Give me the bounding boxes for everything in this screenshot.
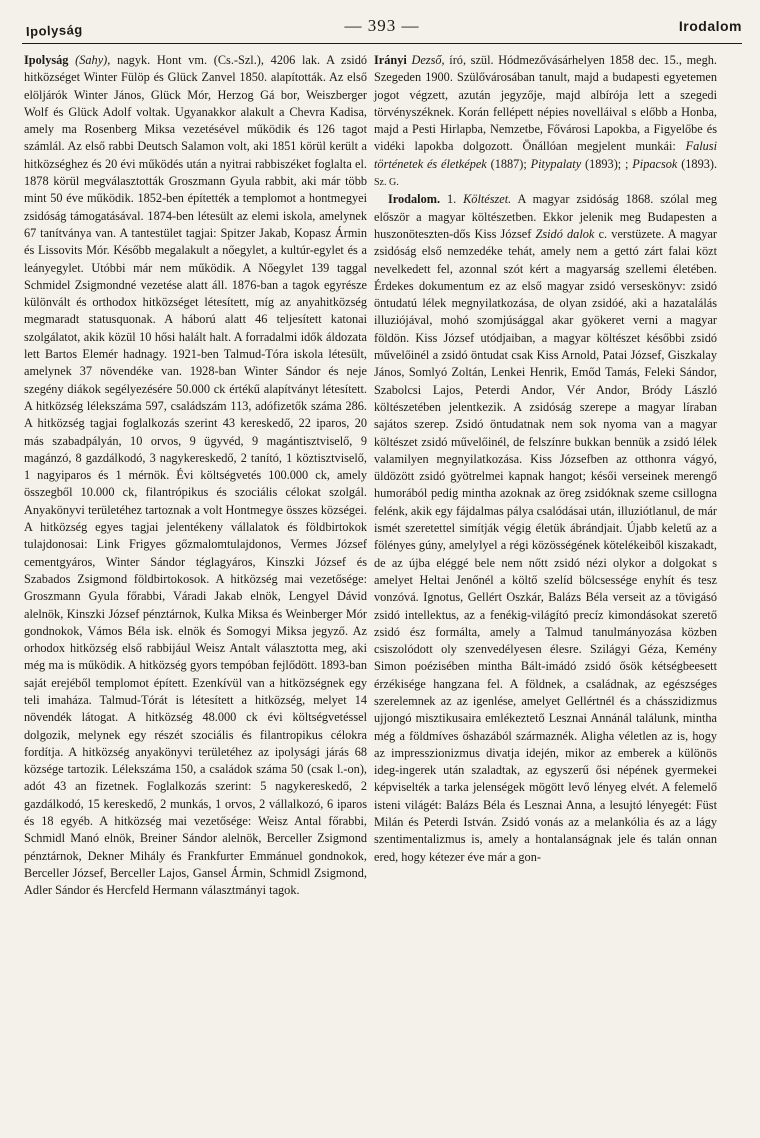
work-title: Pitypalaty: [530, 156, 582, 171]
running-head-right: Irodalom: [678, 18, 742, 34]
entry-headword: Irodalom.: [388, 192, 441, 207]
entry-text: író, szül. Hódmezővásárhelyen 1858 dec. 15., megh. Szegeden 1900. Szülővárosában tanult, majd a budapesti egyetemen jogot végzett, azután jegyzője, majd albírója lett a szegedi törvényszéknek. Korán fellépett népies novelláival s előbb a Honba, majd a Pesti Hirlapba, Nemzetbe, Fővárosi Lapokba, a Figyelőbe és vidéki lapokba dolgozott. Önállóan megjelent munkái:: [374, 53, 717, 154]
entry-headword: Ipolyság: [24, 53, 69, 67]
conjunction: ;: [625, 156, 629, 171]
entry-headword: Irányi: [374, 53, 407, 67]
author-signature: Sz. G.: [374, 177, 399, 189]
right-column: [374, 52, 717, 866]
header-rule: [22, 43, 742, 44]
work-title: Pipacsok: [632, 156, 678, 171]
work-title: Zsidó dalok: [535, 226, 595, 241]
entry-alt-name: (Sahy),: [75, 53, 111, 67]
entry-irodalom: [374, 191, 717, 866]
entry-text: c. verstüzete. A magyar zsidóság első nemzedéke tehát, amely nem a gettó zárt falai közt nevelkedett fel, azonnal szót kért a magyarság szellemi életében. Érdekes dokumentum ez az első magyar zsidó verseskönyv: zsidó öntudatú lélek megnyilatkozása, de olyan zsidóé, aki a hazatalálás illuziójával, mohó szomjúsággal akar gyökeret verni a magyar földön. Kiss József utódjaiban, a magyar költészet későbbi zsidó művelőinél a zsidó öntudat csak Kiss Arnold, Patai József, Giszkalay János, Somlyó Zoltán, Lenkei Henrik, Emőd Tamás, Feleki Sándor, Szabolcsi Lajos, Peterdi Andor, Vér Andor, Bródy László költészetében jelentkezik. A zsidóság szerepe a magyar líraban sajátos szerep. Zsidó öntudatnak nem sok nyoma van a magyar költészet zsidó művelőinél, de felszínre bukkan bennük a zsidó lélek valamilyen megnyilatkozása. Kiss Józsefben az otthonra vágyó, üldözött zsidó gyötrelmei kapnak hangot; késői verseinek merengő humorából pedig mintha azoknak az öreg zsidóknak szeme csillogna felénk, akik egy fájdalmas pálya csalódásai után, illuziótlanul, de már ismét szeretettel simítják végig életük ábrándjait. Újabb keletű az a fölényes gúny, amelylyel a régi közösségének kötelékeiből kiszakadt, de az újba eléggé bele nem nőtt zsidó nézi olykor a dolgokat s amelyet Heltai Jenőnél a költő szelíd bölcsessége enyhít és tesz vonzóvá. Ignotus, Gellért Oszkár, Balázs Béla verseit az a tövigásó zsidó intellektus, az a fenékig-világító precíz kimondásokat szerető zsidó ész formálta, amely a Talmud tanulmányozása közben csiszolódott oly szenvedélyesen élesre. Szilágyi Géza, Kemény Simon poézisében mintha Bált-imádó zsidó ősök kétségbeesett érzékisége hangzana fel. A földnek, a családnak, az egészséges szerelemnek az az igenlése, amelyet Gellértnél és a chásszidizmus ujjongó misztikusaira emlékeztető Lesznai Annánál találunk, mintha még a földmíves őshazából származnék. Aligha véletlen az is, hogy az impresszionizmus divatja idején, mikor az emberek a különös ideg-ingerek után szaladtak, az egyszerű ősi népének gyermekei képviselték a tarka jelenségek mögött levő lényeg elvét. A felemelő isteni világét: Balázs Béla és Lesznai Anna, a lesujtó lényegét: Füst Milán és Peterdi István. Zsidó vonás az a melankólia és az a lágy szentimentalizmus is, amely a hontalanságnak jele és talán onnan ered, hogy kétezer éve már a gon-: [374, 226, 717, 864]
section-number: 1.: [446, 192, 457, 207]
entry-ipolysag: [24, 52, 367, 900]
page-number: — 393 —: [344, 16, 420, 35]
section-title: Költészet.: [463, 192, 512, 207]
entry-forename: Dezső,: [411, 53, 445, 67]
entry-text: A magyar zsidóság 1868. szólal meg először a magyar költészetben. Ekkor jelenik meg Budapesten a huszonöteszten-dős Kiss József: [374, 192, 717, 241]
page-header: [22, 6, 742, 40]
entry-iranyi: [374, 52, 717, 191]
work-title: Falusi történetek és életképek: [374, 139, 718, 171]
running-head-left: Ipolyság: [25, 22, 83, 39]
left-column: [24, 52, 367, 900]
work-year: (1887);: [490, 156, 527, 171]
work-year: (1893).: [681, 156, 718, 171]
work-year: (1893);: [585, 156, 622, 171]
entry-text: nagyk. Hont vm. (Cs.-Szl.), 4206 lak. A zsidó hitközséget Winter Fülöp és Glück Zanvel 1850. alapították. Az első elöljárók Winter János, Glück Mór, Herzog Gá bor, Weiszberger Wolf és Glück Adolf voltak. Ugyanakkor alakult a Chevra Kadisa, amely ma Rosenberg Miksa vezetésével működik és 126 tagot számlál. Az első rabbi Deutsch Salamon volt, aki 1851 körül került a hitközséghez és 20 évi működés után a nyitrai rabbiszéket foglalta el. 1878 körül megválasztották Groszmann Gyula rabbit, aki már több mint 50 éve működik. 1852-ben építették a templomot a hontmegyei zsidóság támogatásával. 1874-ben létesült az elemi iskola, amelynek 67 tanítványa van. A tantestület tagjai: Spitzer Jakab, Kopasz Ármin és Lissovits Mór. Később megalakult a nőegylet, a kultúr-egylet és a leányegylet. Utóbbi már nem működik. A Nőegylet 139 taggal Schmidel Zsigmondné vezetése alatt áll. 1876-ban a tagok egyrésze különvált és orthodox hitközséget létesített, míg az anyahitközség megmaradt statusquonak. A háború alatt 46 teljesített katonai szolgálatot, akik közül 10 hősi halált halt. A forradalmi idők áldozata lett Bartos Elemér hadnagy. 1921-ben Talmud-Tóra iskola létesült, amelynek 37 növendéke van. 1928-ban Winter Sándor és neje szegény diákok segélyezésére 50.000 ck értékű alapítványt létesített. A hitközség lélekszáma 597, családszám 113, adófizetők száma 286. A hitközség tagjai foglalkozás szerint 43 kereskedő, 22 iparos, 20 más szabadpályán, 10 orvos, 9 ügyvéd, 9 magántisztviselő, 9 magánzó, 8 gazdálkodó, 3 nagykereskedő, 2 tanító, 1 köztisztviselő, 1 nagyiparos és 1 mérnök. Évi költségvetés 100.000 ck, amely összegből 10.000 ck, filantrópikus és szociális célokat szolgál. Anyakönyvi területéhez tartoznak a volt Hontmegye összes községei. A hitközség egyes tagjai jelentékeny vállalatok és földbirtokok tulajdonosai: Link Frigyes gőzmalomtulajdonos, Vermes József cementgyáros, Winter Sándor téglagyáros, Kinszki József és Szabados Zsigmond földbirtokosok. A hitközség mai vezetősége: Groszmann Gyula főrabbi, Váradi Jakab elnök, Lengyel Dávid alelnök, Kinszki József pénztárnok, Kulka Miksa és Weinberger Mór gondnokok, Vámos Béla isk. elnök és Somogyi Miksa jegyző. Az orhodox hitközség első rabbijául Weisz Antalt választotta meg, aki még ma is működik. A hitközség gyors tempóban fejlődött. 1893-ban saját erejéből templomot épített. Ezenkívül van a hitközségnek egy teli imaháza. Talmud-Tórát is létesített a hitközség, melyet 14 növendék látogat. A hitközség 48.000 ck évi költségvetéssel dolgozik, melynek egy részét szociális és filantropikus célokra fordítja. A hitközség anyakönyvi területéhez az ipolysági járás 68 községe tartozik. Lélekszáma 150, a családok száma 50 (csak l.-on), adót 43 an fizetnek. Foglalkozás szerint: 5 nagykereskedő, 2 gazdálkodó, 15 kereskedő, 2 munkás, 1 orvos, 2 vállalkozó, 6 iparos és 18 egyéb. A hitközség mai vezetősége: Weisz Antal főrabbi, Schmidl Manó elnök, Breiner Sándor alelnök, Berceller Zsigmond pénztárnok, Dekner Mihály és Frankfurter Emmánuel gondnokok, Berceller József, Berceller Lajos, Gansel Ármin, Schmidl Zsigmond, Adler Sándor és Hercfeld Hermann választmányi tagok.: [24, 53, 368, 898]
